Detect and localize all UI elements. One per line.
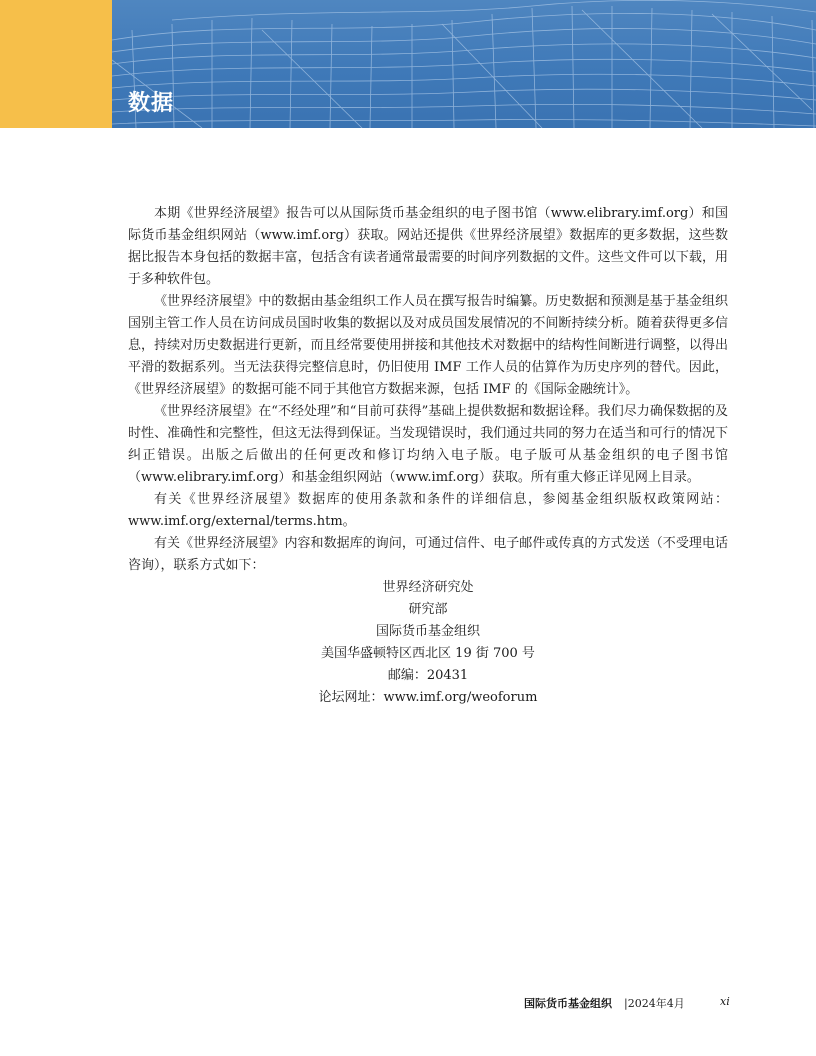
paragraph-terms: 有关《世界经济展望》数据库的使用条款和条件的详细信息，参阅基金组织版权政策网站：www.imf.org/external/terms.htm。 — [128, 492, 728, 529]
address-department: 研究部 — [408, 602, 448, 617]
header-banner — [0, 0, 816, 128]
address-forum-url: 论坛网址：www.imf.org/weoforum — [318, 690, 538, 705]
address-street: 美国华盛顿特区西北区 19 街 700 号 — [321, 646, 535, 661]
page-number: xi — [720, 995, 730, 1008]
address-postal-code: 邮编：20431 — [387, 668, 469, 683]
address-organization: 国际货币基金组织 — [375, 624, 480, 639]
contact-address — [128, 577, 728, 709]
footer-date: |2024年4月 — [624, 997, 685, 1010]
wireframe-mesh-graphic — [112, 0, 816, 128]
address-division: 世界经济研究处 — [382, 580, 474, 595]
paragraph-inquiries: 有关《世界经济展望》内容和数据库的询问，可通过信件、电子邮件或传真的方式发送（不受理电话咨询），联系方式如下： — [128, 536, 728, 573]
page-footer — [0, 995, 816, 1015]
wireframe-banner-image — [112, 0, 816, 128]
paragraph-availability: 本期《世界经济展望》报告可以从国际货币基金组织的电子图书馆（www.elibrary.imf.org）和国际货币基金组织网站（www.imf.org）获取。网站还提供《世界经济展望》数据库的更多数据，这些数据比报告本身包括的数据丰富，包括含有读者通常最需要的时间序列数据的文件。这些文件可以下载，用于多种软件包。 — [128, 206, 728, 287]
section-title: 数据 — [128, 91, 175, 116]
paragraph-disclaimer: 《世界经济展望》在“不经处理”和“目前可获得”基础上提供数据和数据诠释。我们尽力确保数据的及时性、准确性和完整性，但这无法得到保证。当发现错误时，我们通过共同的努力在适当和可行的情况下纠正错误。出版之后做出的任何更改和修订均纳入电子版。电子版可从基金组织的电子图书馆（www.elibrary.imf.org）和基金组织网站（www.imf.org）获取。所有重大修正详见网上目录。 — [128, 404, 728, 485]
gold-accent-block — [0, 0, 112, 128]
paragraph-data-compilation: 《世界经济展望》中的数据由基金组织工作人员在撰写报告时编纂。历史数据和预测是基于基金组织国别主管工作人员在访问成员国时收集的数据以及对成员国发展情况的不间断持续分析。随着获得更多信息，持续对历史数据进行更新，而且经常要使用拼接和其他技术对数据中的结构性间断进行调整，以得出平滑的数据系列。当无法获得完整信息时，仍旧使用 IMF 工作人员的估算作为历史序列的替代。因此，《世界经济展望》的数据可能不同于其他官方数据来源，包括 IMF 的《国际金融统计》。 — [128, 294, 728, 397]
footer-organization: 国际货币基金组织 — [524, 997, 612, 1010]
main-text — [128, 203, 728, 709]
